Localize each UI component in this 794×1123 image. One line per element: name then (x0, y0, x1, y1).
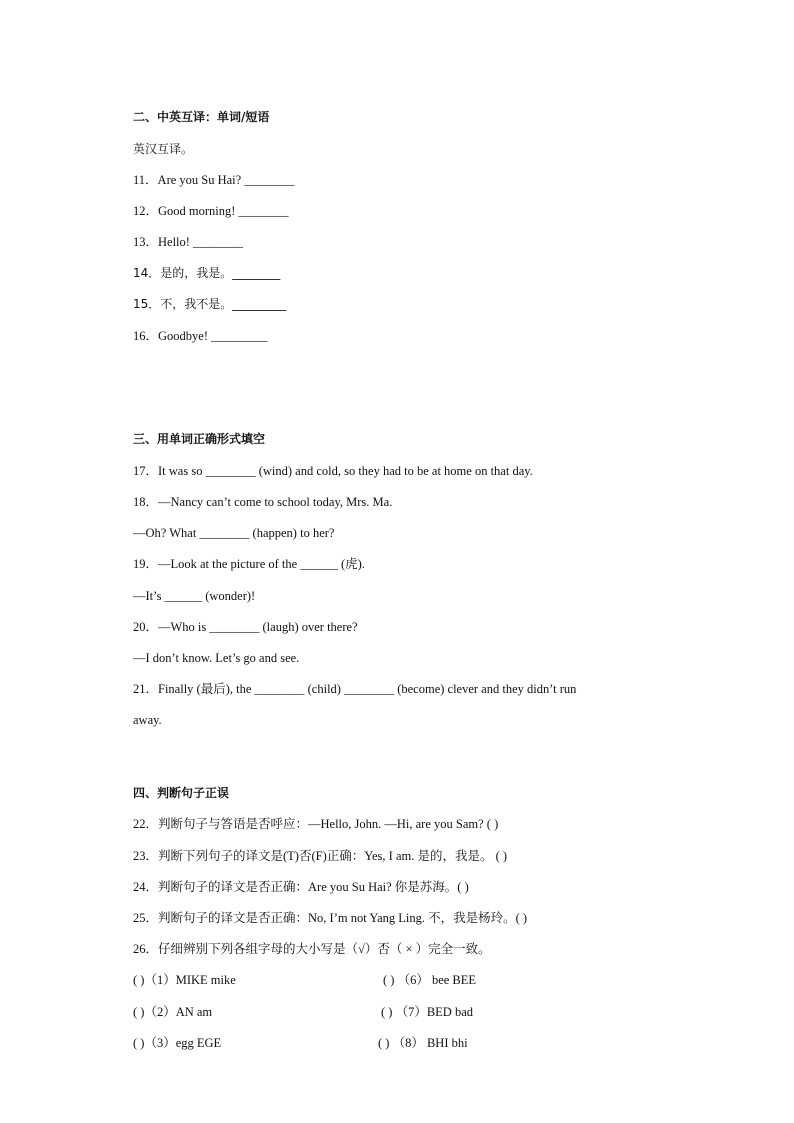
question-15: 15．不，我不是。_________ (133, 297, 287, 311)
question-22: 22．判断句子与答语是否呼应：—Hello, John. —Hi, are you Sam? ( ) (133, 817, 499, 831)
question-24: 24．判断句子的译文是否正确：Are you Su Hai? 你是苏海。( ) (133, 880, 469, 894)
section-2-intro: 英汉互译。 (133, 142, 194, 156)
question-13: 13．Hello! ________ (133, 235, 244, 249)
question-18: 18．—Nancy can’t come to school today, Mrs. Ma. (133, 495, 393, 509)
question-11: 11．Are you Su Hai? ________ (133, 173, 295, 187)
letter-pair-7: ( ) （7）BED bad (381, 1005, 473, 1019)
question-12: 12．Good morning! ________ (133, 204, 289, 218)
question-16: 16．Goodbye! _________ (133, 329, 268, 343)
question-25: 25．判断句子的译文是否正确：No, I’m not Yang Ling. 不，我是杨玲。( ) (133, 911, 528, 925)
question-21: 21．Finally (最后), the ________ (child) ________ (become) clever and they didn’t run (133, 682, 577, 696)
letter-pair-1: ( )（1）MIKE mike (133, 973, 236, 987)
section-4-heading: 四、判断句子正误 (133, 786, 230, 800)
question-20-reply: —I don’t know. Let’s go and see. (133, 651, 300, 665)
question-26: 26．仔细辨别下列各组字母的大小写是（√）否（ × ）完全一致。 (133, 942, 491, 956)
question-14: 14．是的，我是。________ (133, 266, 281, 280)
question-18-reply: —Oh? What ________ (happen) to her? (133, 526, 335, 540)
letter-pair-3: ( )（3）egg EGE (133, 1036, 222, 1050)
question-19-reply: —It’s ______ (wonder)! (133, 589, 256, 603)
question-20: 20．—Who is ________ (laugh) over there? (133, 620, 358, 634)
letter-pair-2: ( )（2）AN am (133, 1005, 213, 1019)
letter-pair-8: ( ) （8） BHI bhi (378, 1036, 468, 1050)
question-23: 23．判断下列句子的译文是(T)否(F)正确：Yes, I am. 是的，我是。 ( ) (133, 849, 508, 863)
question-19: 19．—Look at the picture of the ______ (虎). (133, 557, 365, 571)
question-17: 17．It was so ________ (wind) and cold, so they had to be at home on that day. (133, 464, 533, 478)
section-2-heading: 二、中英互译：单词/短语 (133, 110, 270, 124)
section-3-heading: 三、用单词正确形式填空 (133, 432, 266, 446)
question-21-continued: away. (133, 713, 162, 727)
letter-pair-6: ( ) （6） bee BEE (383, 973, 477, 987)
